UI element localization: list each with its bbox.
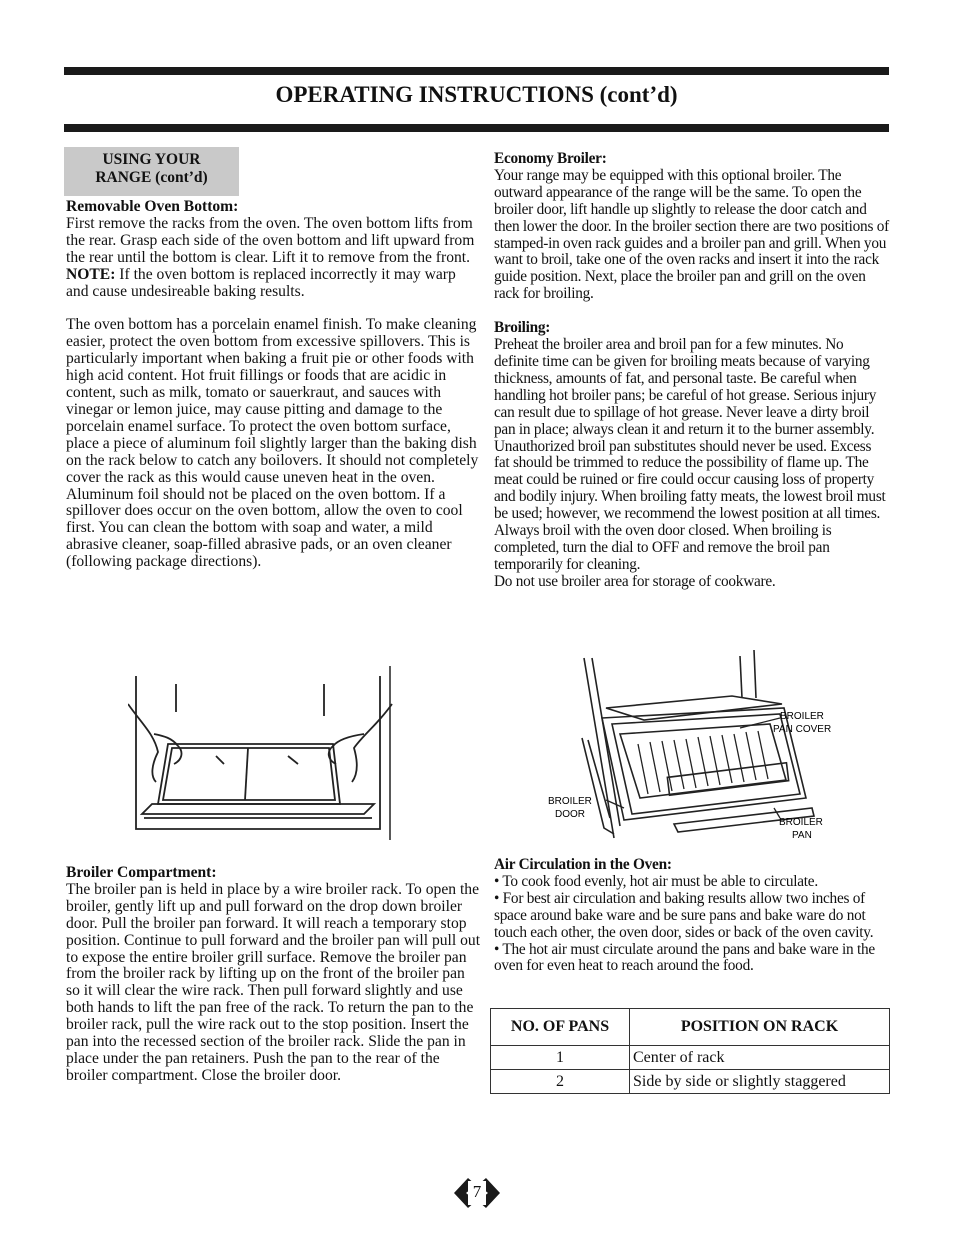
- broiler-compartment-section: [66, 865, 481, 1085]
- broiling-text: Preheat the broiler area and broil pan for a few minutes. No definite time can be given for broiling meats because of varying thickness, amounts of fat, and personal taste. Be careful when handling hot broiler pans; be careful of hot grease. Serious injury can result due to spillage of hot grease. Never leave a dirty broil pan in place; always clean it and return it to the burner assembly. Unauthorized broil pan substitutes should never be used. Excess fat should be trimmed to reduce the possibility of flame up. The meat could be ruined or fire could occur causing loss of property and bodily injury. When broiling fatty meats, the lowest broil must be used; however, we recommend the lowest position at all times. Always broil with the oven door closed. When broiling is completed, turn the dial to OFF and remove the broil pan temporarily for cleaning.: [494, 336, 886, 573]
- section-label-box: [64, 147, 239, 196]
- economy-broiler-text: Your range may be equipped with this optional broiler. The outward appearance of the range will be the same. To open the broiler door, lift handle up slightly to release the door catch and then lower the door. In the broiler section there are two positions of stamped-in oven rack guides and a broiler pan and grill. When you want to broil, take one of the oven racks and insert it into the rack guide position. Next, place the broiler pan and grill on the oven rack for broiling.: [494, 166, 889, 303]
- broiling-heading: Broiling:: [494, 319, 551, 337]
- right-column-top: [494, 151, 889, 591]
- label-broiler-pan-2: PAN: [792, 830, 812, 841]
- table-cell-position: Center of rack: [630, 1046, 890, 1070]
- porcelain-text: The oven bottom has a porcelain enamel finish. To make cleaning easier, protect the oven bottom from excessive spillovers. This is particularly important when baking a fruit pie or other foods with high acid content. Hot fruit fillings or foods that are acidic in content, such as milk, tomato or sauerkraut, and sauces with vinegar or lemon juice, may cause pitting and damage to the porcelain enamel surface. To protect the oven bottom surface, place a piece of aluminum foil slightly larger than the baking dish on the rack below to catch any boilovers. It should not completely cover the rack as this would cause uneven heat in the oven. Aluminum foil should not be placed on the oven bottom. If a spillover does occur on the oven bottom, allow the oven to cool first. You can clean the bottom with soap and water, a mild abrasive cleaner, soap-filled abrasive pads, or an oven cleaner (following package directions).: [66, 316, 479, 571]
- oven-bottom-illustration: [128, 664, 398, 842]
- table-row: [491, 1046, 890, 1070]
- removable-bottom-text: First remove the racks from the oven. The oven bottom lifts from the rear. Grasp each side of the oven bottom and lift upward from the rear until the bottom is clear. Lift it to remove from the front. NOTE: If the oven bottom is replaced incorrectly it may warp and cause undesireable baking results.: [66, 214, 475, 300]
- broiler-pan-illustration: [544, 648, 844, 843]
- broiler-compartment-heading: Broiler Compartment:: [66, 864, 217, 881]
- air-circulation-heading: Air Circulation in the Oven:: [494, 856, 672, 873]
- note-label: NOTE:: [66, 265, 116, 283]
- title-underline-rule: [64, 124, 889, 132]
- table-cell-pans: 1: [491, 1046, 630, 1070]
- label-broiler-door-1: BROILER: [548, 796, 592, 807]
- air-bullet-2: • For best air circulation and baking results allow two inches of space around bake ware and be sure pans and bake ware do not touch each other, the oven door, sides or back of the oven cavity.: [494, 889, 874, 941]
- left-column: [66, 199, 481, 571]
- table-header-pans: NO. OF PANS: [491, 1009, 630, 1046]
- broiler-compartment-text: The broiler pan is held in place by a wire broiler rack. To open the broiler, gently lift up and pull forward on the drop down broiler door. Pull the broiler pan forward. It will reach a temporary stop position. Continue to pull forward and the broiler pan will pull out to expose the entire broiler grill surface. Remove the broiler pan from the broiler rack by lifting up on the front of the broiler pan so it will clear the wire rack. Then pull forward slightly and use both hands to lift the pan free of the rack. To return the pan to the broiler rack, pull the wire rack out to the stop position. Insert the pan into the recessed section of the broiler rack. Slide the pan in place under the pan retainers. Push the pan to the rear of the broiler compartment. Close the broiler door.: [66, 880, 481, 1084]
- air-bullet-3: • The hot air must circulate around the pans and bake ware in the oven for even heat to reach around the food.: [494, 940, 875, 975]
- label-broiler-pan-cover-1: BROILER: [780, 711, 824, 722]
- table-cell-pans: 2: [491, 1070, 630, 1094]
- broiling-storage-note: Do not use broiler area for storage of cookware.: [494, 572, 776, 590]
- air-bullet-1: • To cook food evenly, hot air must be able to circulate.: [494, 872, 818, 890]
- top-rule: [64, 67, 889, 75]
- removable-bottom-heading: Removable Oven Bottom:: [66, 198, 239, 215]
- page-number-badge: [448, 1175, 506, 1211]
- label-broiler-pan-cover-2: PAN COVER: [773, 724, 832, 735]
- label-broiler-pan-1: BROILER: [779, 817, 823, 828]
- section-label-line1: USING YOUR: [102, 151, 201, 168]
- page-title: OPERATING INSTRUCTIONS (cont’d): [275, 82, 678, 107]
- label-broiler-door-2: DOOR: [555, 809, 585, 820]
- page-number: 7: [472, 1182, 482, 1201]
- table-row: [491, 1070, 890, 1094]
- pans-position-table: [490, 1008, 890, 1094]
- economy-broiler-heading: Economy Broiler:: [494, 150, 607, 167]
- table-cell-position: Side by side or slightly staggered: [630, 1070, 890, 1094]
- section-label-line2: RANGE (cont’d): [95, 169, 208, 186]
- table-header-row: [491, 1009, 890, 1046]
- air-circulation-section: [494, 857, 889, 975]
- table-header-position: POSITION ON RACK: [630, 1009, 890, 1046]
